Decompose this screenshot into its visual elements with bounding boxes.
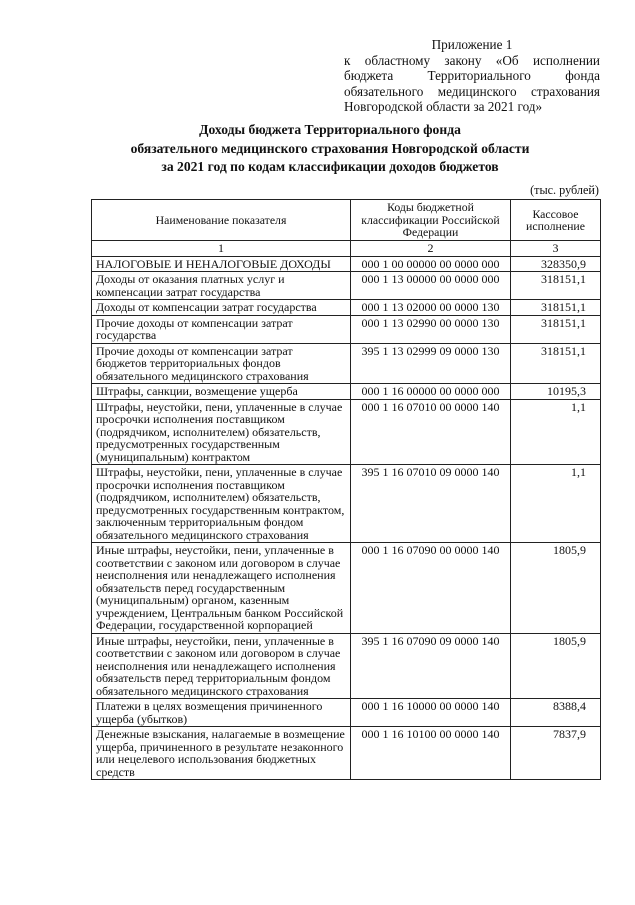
unit-label: (тыс. рублей) [530,183,599,197]
table-row [92,384,601,400]
row-value-cell: 1,1 [511,399,601,465]
row-name-cell: Прочие доходы от компенсации затрат бюджетов территориальных фондов обязательного медицинского страхования [92,343,351,384]
table-row [92,315,601,343]
column-number-row [92,241,601,257]
row-code-cell: 395 1 13 02999 09 0000 130 [351,343,511,384]
table-row [92,343,601,384]
row-value-cell: 318151,1 [511,300,601,316]
row-value-cell: 328350,9 [511,256,601,272]
row-value-cell: 1,1 [511,465,601,543]
row-name-cell: Штрафы, санкции, возмещение ущерба [92,384,351,400]
column-number: 1 [92,241,351,257]
table-row [92,699,601,727]
row-code-cell: 000 1 13 02000 00 0000 130 [351,300,511,316]
row-name-cell: Доходы от оказания платных услуг и компенсации затрат государства [92,272,351,300]
row-code-cell: 000 1 16 07010 00 0000 140 [351,399,511,465]
row-value-cell: 318151,1 [511,343,601,384]
title-line-3: за 2021 год по кодам классификации доходов бюджетов [161,159,499,174]
column-number: 2 [351,241,511,257]
table-row [92,399,601,465]
document-title [60,121,600,177]
row-code-cell: 000 1 00 00000 00 0000 000 [351,256,511,272]
header-row [92,200,601,241]
row-code-cell: 000 1 16 10000 00 0000 140 [351,699,511,727]
row-name-cell: Платежи в целях возмещения причиненного ущерба (убытков) [92,699,351,727]
header-name: Наименование показателя [92,200,351,241]
header-codes: Коды бюджетной классификации Российской Федерации [351,200,511,241]
row-name-cell: Денежные взыскания, налагаемые в возмещение ущерба, причиненного в результате незаконного или нецелевого использования бюджетных средств [92,727,351,780]
header-execution: Кассовое исполнение [511,200,601,241]
row-value-cell: 8388,4 [511,699,601,727]
revenue-table [91,199,601,780]
row-code-cell: 395 1 16 07090 09 0000 140 [351,633,511,699]
row-value-cell: 1805,9 [511,543,601,634]
title-line-1: Доходы бюджета Территориального фонда [199,122,461,137]
appendix-block [344,37,600,115]
table-row [92,727,601,780]
table-row [92,300,601,316]
table-row [92,633,601,699]
appendix-text: к областному закону «Об исполнении бюджета Территориального фонда обязательного медицинского страхования Новгородской области за 2021 год» [344,52,600,114]
row-name-cell: НАЛОГОВЫЕ И НЕНАЛОГОВЫЕ ДОХОДЫ [92,256,351,272]
row-name-cell: Прочие доходы от компенсации затрат государства [92,315,351,343]
row-value-cell: 10195,3 [511,384,601,400]
row-name-cell: Иные штрафы, неустойки, пени, уплаченные в соответствии с законом или договором в случае неисполнения или ненадлежащего исполнения обязательств перед территориальным фондом обязательного медицинского страхования [92,633,351,699]
row-name-cell: Доходы от компенсации затрат государства [92,300,351,316]
row-code-cell: 000 1 13 02990 00 0000 130 [351,315,511,343]
title-line-2: обязательного медицинского страхования Новгородской области [130,140,530,156]
row-code-cell: 000 1 16 00000 00 0000 000 [351,384,511,400]
row-code-cell: 000 1 16 10100 00 0000 140 [351,727,511,780]
row-code-cell: 000 1 13 00000 00 0000 000 [351,272,511,300]
table-row [92,256,601,272]
row-code-cell: 000 1 16 07090 00 0000 140 [351,543,511,634]
row-value-cell: 7837,9 [511,727,601,780]
row-value-cell: 318151,1 [511,272,601,300]
row-value-cell: 318151,1 [511,315,601,343]
row-name-cell: Штрафы, неустойки, пени, уплаченные в случае просрочки исполнения поставщиком (подрядчиком, исполнителем) обязательств, предусмотренных государственным (муниципальным) контрактом [92,399,351,465]
table-row [92,543,601,634]
row-name-cell: Иные штрафы, неустойки, пени, уплаченные в соответствии с законом или договором в случае неисполнения или ненадлежащего исполнения обязательств перед государственным (муниципальным) органом, казенным учреждением, Центральным банком Российской Федерации, государственной корпорацией [92,543,351,634]
appendix-number: Приложение 1 [431,37,513,52]
table-row [92,272,601,300]
row-value-cell: 1805,9 [511,633,601,699]
row-code-cell: 395 1 16 07010 09 0000 140 [351,465,511,543]
row-name-cell: Штрафы, неустойки, пени, уплаченные в случае просрочки исполнения поставщиком (подрядчиком, исполнителем) обязательств, предусмотренных государственным контрактом, заключенным территориальным фондом обязательного медицинского страхования [92,465,351,543]
column-number: 3 [511,241,601,257]
table-row [92,465,601,543]
